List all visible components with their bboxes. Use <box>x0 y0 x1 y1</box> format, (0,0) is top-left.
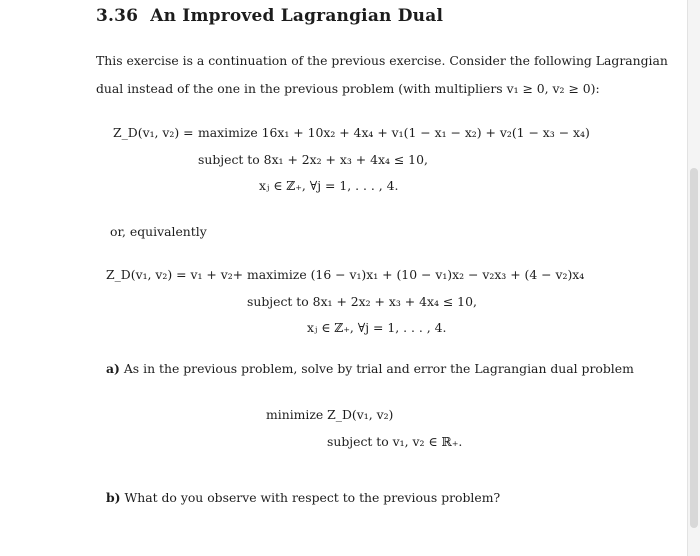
part-b-text: What do you observe with respect to the previous problem? <box>124 490 501 505</box>
exercise-number: 3.36 <box>96 6 139 26</box>
scrollbar-thumb[interactable] <box>690 168 698 528</box>
vertical-scrollbar[interactable] <box>687 0 700 556</box>
intro-line-1: This exercise is a continuation of the previous exercise. Consider the following Lagrangian <box>96 53 668 68</box>
problem2-lhs: Z_D(v₁, v₂) = v₁ + v₂+ <box>106 267 244 282</box>
part-a-subject: subject to v₁, v₂ ∈ ℝ₊. <box>327 434 463 449</box>
part-a <box>106 361 634 376</box>
problem2-domain: xⱼ ∈ ℤ₊, ∀j = 1, . . . , 4. <box>307 320 447 335</box>
problem2-constraint: subject to 8x₁ + 2x₂ + x₃ + 4x₄ ≤ 10, <box>247 294 477 309</box>
part-b-label: b) <box>106 490 121 505</box>
part-a-label: a) <box>106 361 120 376</box>
part-a-minimize: minimize Z_D(v₁, v₂) <box>266 407 394 422</box>
problem1-domain: xⱼ ∈ ℤ₊, ∀j = 1, . . . , 4. <box>259 178 399 193</box>
part-b <box>106 490 500 505</box>
problem1-lhs: Z_D(v₁, v₂) = <box>113 125 194 140</box>
problem1-objective: maximize 16x₁ + 10x₂ + 4x₄ + v₁(1 − x₁ − x₂) + v₂(1 − x₃ − x₄) <box>198 125 590 140</box>
exercise-title: An Improved Lagrangian Dual <box>150 6 444 26</box>
problem1-constraint: subject to 8x₁ + 2x₂ + x₃ + 4x₄ ≤ 10, <box>198 152 428 167</box>
equivalently-text: or, equivalently <box>110 224 207 239</box>
part-a-text: As in the previous problem, solve by trial and error the Lagrangian dual problem <box>123 361 634 376</box>
problem2-objective: maximize (16 − v₁)x₁ + (10 − v₁)x₂ − v₂x₃ + (4 − v₂)x₄ <box>247 267 585 282</box>
exercise-heading <box>96 6 443 26</box>
intro-line-2: dual instead of the one in the previous problem (with multipliers v₁ ≥ 0, v₂ ≥ 0): <box>96 81 600 96</box>
